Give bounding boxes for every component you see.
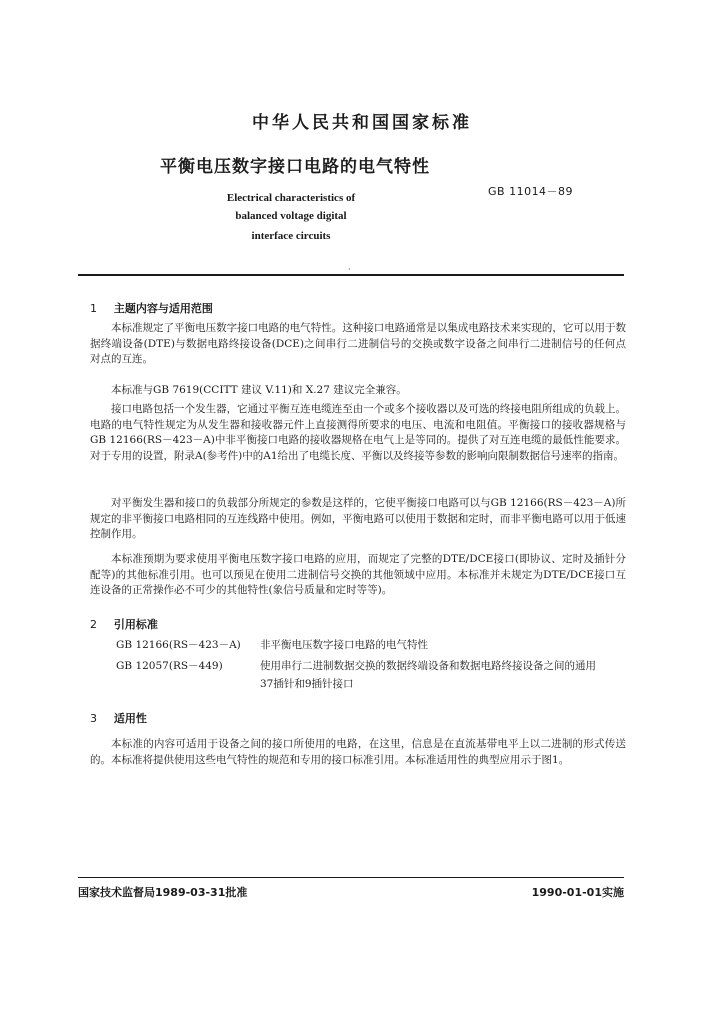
- standard-number: GB 11014－89: [488, 185, 574, 198]
- section-2-heading: [90, 616, 158, 632]
- reference-item: [116, 659, 626, 675]
- section-title: 主题内容与适用范围: [113, 302, 213, 315]
- reference-title-continuation: 37插针和9插针接口: [260, 678, 354, 690]
- footer-divider: [78, 877, 624, 878]
- section-number: 2: [90, 618, 97, 631]
- reference-item: [116, 638, 626, 654]
- header-divider: [78, 274, 624, 276]
- section-3-heading: [90, 710, 147, 726]
- document-title-chinese: 平衡电压数字接口电路的电气特性: [160, 157, 430, 177]
- reference-code: GB 12057(RS－449): [116, 660, 223, 672]
- section-1-paragraph-4: 对平衡发生器和接口的负载部分所规定的参数是这样的，它使平衡接口电路可以与GB 12166(RS－423－A)所规定的非平衡接口电路相同的互连线路中使用。例如，平衡电路可以使用于数据和定时，而非平衡电路可以用于低速控制作用。: [90, 497, 626, 540]
- section-title: 适用性: [113, 712, 147, 725]
- document-title-english-line-2: balanced voltage digital: [235, 210, 347, 222]
- issuing-organization: 中华人民共和国国家标准: [252, 113, 472, 133]
- reference-title: 使用串行二进制数据交换的数据终端设备和数据电路终接设备之间的通用: [260, 660, 596, 672]
- implementation-date: 1990-01-01实施: [531, 886, 624, 899]
- approval-date: 国家技术监督局1989-03-31批准: [78, 886, 248, 899]
- section-1-paragraph-1: 本标准规定了平衡电压数字接口电路的电气特性。这种接口电路通常是以集成电路技术来实现的，它可以用于数据终端设备(DTE)与数据电路终接设备(DCE)之间串行二进制信号的交换或数字设备之间串行二进制信号的任何点对点的互连。: [90, 322, 626, 365]
- section-1-paragraph-5: 本标准预期为要求使用平衡电压数字接口电路的应用，而规定了完整的DTE/DCE接口(即协议、定时及插针分配等)的其他标准引用。也可以预见在使用二进制信号交换的其他领域中应用。本标准并未规定为DTE/DCE接口互连设备的正常操作必不可少的其他特性(象信号质量和定时等等)。: [90, 553, 626, 596]
- section-title: 引用标准: [113, 618, 158, 631]
- section-number: 1: [90, 302, 97, 315]
- section-number: 3: [90, 712, 97, 725]
- section-3-paragraph-1: 本标准的内容可适用于设备之间的接口所使用的电路，在这里，信息是在直流基带电平上以二进制的形式传送的。本标准将提供使用这些电气特性的规范和专用的接口标准引用。本标准适用性的典型应用示于图1。: [90, 738, 626, 766]
- section-1-heading: [90, 300, 213, 316]
- section-1-paragraph-3: 接口电路包括一个发生器，它通过平衡互连电缆连至由一个或多个接收器以及可选的终接电阻所组成的负载上。电路的电气特性规定为从发生器和接收器元件上直接测得所要求的电压、电流和电阻值。平衡接口的接收器规格与GB 12166(RS－423－A)中非平衡接口电路的接收器规格在电气上是等同的。提供了对互连电缆的最低性能要求。对于专用的设置，附录A(参考件)中的A1给出了电缆长度、平衡以及终接等参数的影响向限制数据信号速率的指南。: [90, 403, 626, 462]
- document-title-english-line-3: interface circuits: [251, 230, 331, 242]
- reference-title: 非平衡电压数字接口电路的电气特性: [260, 639, 428, 651]
- reference-code: GB 12166(RS－423－A): [116, 639, 241, 651]
- document-title-english-line-1: Electrical characteristics of: [226, 192, 356, 204]
- separator-mark: ·: [348, 265, 351, 274]
- section-1-paragraph-2: 本标准与GB 7619(CCITT 建议 V.11)和 X.27 建议完全兼容。: [111, 384, 407, 396]
